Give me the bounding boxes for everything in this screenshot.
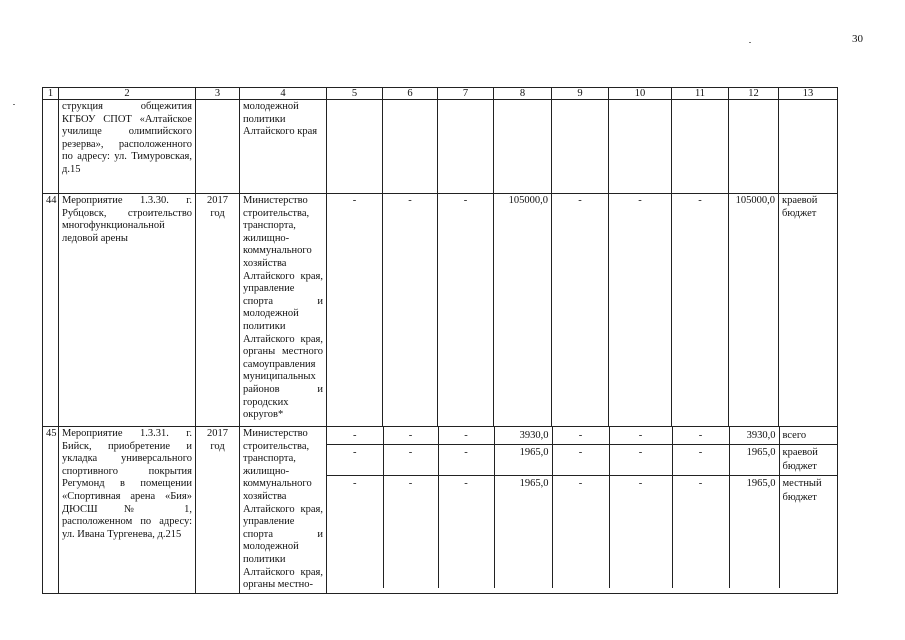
funding-source-cell: краевой бюджет	[779, 194, 838, 427]
value-cell: -	[383, 194, 438, 427]
value-cell	[494, 100, 552, 194]
value-cell	[438, 100, 494, 194]
value-cell: 1965,0	[494, 476, 552, 589]
funding-subtable	[327, 427, 838, 588]
header-cell: 7	[438, 88, 494, 100]
funding-lines	[327, 427, 838, 594]
header-cell: 5	[327, 88, 383, 100]
measure-name-cell: Мероприятие 1.3.30. г. Рубцовск, строительство многофункциональной ледовой арены	[59, 194, 196, 427]
scan-artifact	[13, 104, 15, 105]
value-cell: -	[327, 476, 383, 589]
value-cell: -	[327, 427, 383, 445]
page-number: 30	[852, 33, 863, 45]
value-cell: -	[609, 476, 672, 589]
measure-name-cell: Мероприятие 1.3.31. г. Бийск, приобретение и укладка универсального спортивного покрытия Регумонд в помещении «Спортивная арена «Бия» ДЮСШ № 1, расположенном по адресу: ул. Ивана Тургенева, д.215	[59, 427, 196, 594]
header-cell: 6	[383, 88, 438, 100]
header-row	[43, 88, 838, 100]
continuation-row	[43, 100, 838, 194]
value-cell: 3930,0	[729, 427, 779, 445]
funding-source-cell	[779, 100, 838, 194]
header-cell: 8	[494, 88, 552, 100]
value-cell: -	[327, 194, 383, 427]
value-cell	[609, 100, 672, 194]
row-number-cell: 44	[43, 194, 59, 427]
scan-artifact	[749, 42, 751, 43]
measure-name-cell: струкция общежития КГБОУ СПОТ «Алтайское училище олимпийского резерва», расположенного по адресу: ул. Тимуровская, д.15	[59, 100, 196, 194]
value-cell: -	[552, 194, 609, 427]
value-cell: 1965,0	[729, 476, 779, 589]
value-cell: 3930,0	[494, 427, 552, 445]
row-number-cell: 45	[43, 427, 59, 594]
value-cell: -	[438, 427, 494, 445]
value-cell: -	[609, 194, 672, 427]
value-cell: 1965,0	[729, 445, 779, 476]
value-cell: -	[552, 445, 609, 476]
value-cell	[729, 100, 779, 194]
value-cell: -	[438, 194, 494, 427]
header-cell: 1	[43, 88, 59, 100]
header-cell: 3	[196, 88, 240, 100]
value-cell: 105000,0	[729, 194, 779, 427]
value-cell: -	[672, 194, 729, 427]
value-cell	[383, 100, 438, 194]
funding-line-total	[327, 427, 838, 445]
header-cell: 12	[729, 88, 779, 100]
executor-cell: молодежной политики Алтайского края	[240, 100, 327, 194]
value-cell: -	[383, 445, 438, 476]
value-cell: -	[327, 445, 383, 476]
value-cell: -	[383, 427, 438, 445]
funding-source-cell: всего	[779, 427, 838, 445]
funding-line-regional	[327, 445, 838, 476]
value-cell: -	[609, 427, 672, 445]
header-cell: 9	[552, 88, 609, 100]
value-cell: 105000,0	[494, 194, 552, 427]
funding-line-local	[327, 476, 838, 589]
header-cell: 11	[672, 88, 729, 100]
year-cell	[196, 100, 240, 194]
header-cell: 10	[609, 88, 672, 100]
measures-table	[42, 87, 838, 594]
executor-cell: Министерство строительства, транспорта, жилищно-коммунального хозяйства Алтайского края, управление спорта и молодежной политики Алтайского края, органы местного самоуправления муниципальных районов и городских округов*	[240, 194, 327, 427]
value-cell: -	[552, 427, 609, 445]
funding-source-cell: местный бюджет	[782, 478, 822, 503]
funding-source-cell: краевой бюджет	[779, 445, 838, 476]
header-cell: 13	[779, 88, 838, 100]
value-cell	[327, 100, 383, 194]
value-cell: -	[672, 476, 729, 589]
value-cell	[552, 100, 609, 194]
header-cell: 2	[59, 88, 196, 100]
value-cell: -	[672, 445, 729, 476]
table-row	[43, 427, 838, 594]
value-cell	[672, 100, 729, 194]
table-row	[43, 194, 838, 427]
year-cell: 2017 год	[196, 427, 240, 594]
row-number-cell	[43, 100, 59, 194]
value-cell: -	[552, 476, 609, 589]
value-cell: -	[609, 445, 672, 476]
header-cell: 4	[240, 88, 327, 100]
year-cell: 2017 год	[196, 194, 240, 427]
value-cell: -	[438, 445, 494, 476]
value-cell: 1965,0	[494, 445, 552, 476]
executor-cell: Министерство строительства, транспорта, жилищно-коммунального хозяйства Алтайского края, управление спорта и молодежной политики Алтайского края, органы местно-	[240, 427, 327, 594]
value-cell: -	[438, 476, 494, 589]
value-cell: -	[672, 427, 729, 445]
value-cell: -	[383, 476, 438, 589]
